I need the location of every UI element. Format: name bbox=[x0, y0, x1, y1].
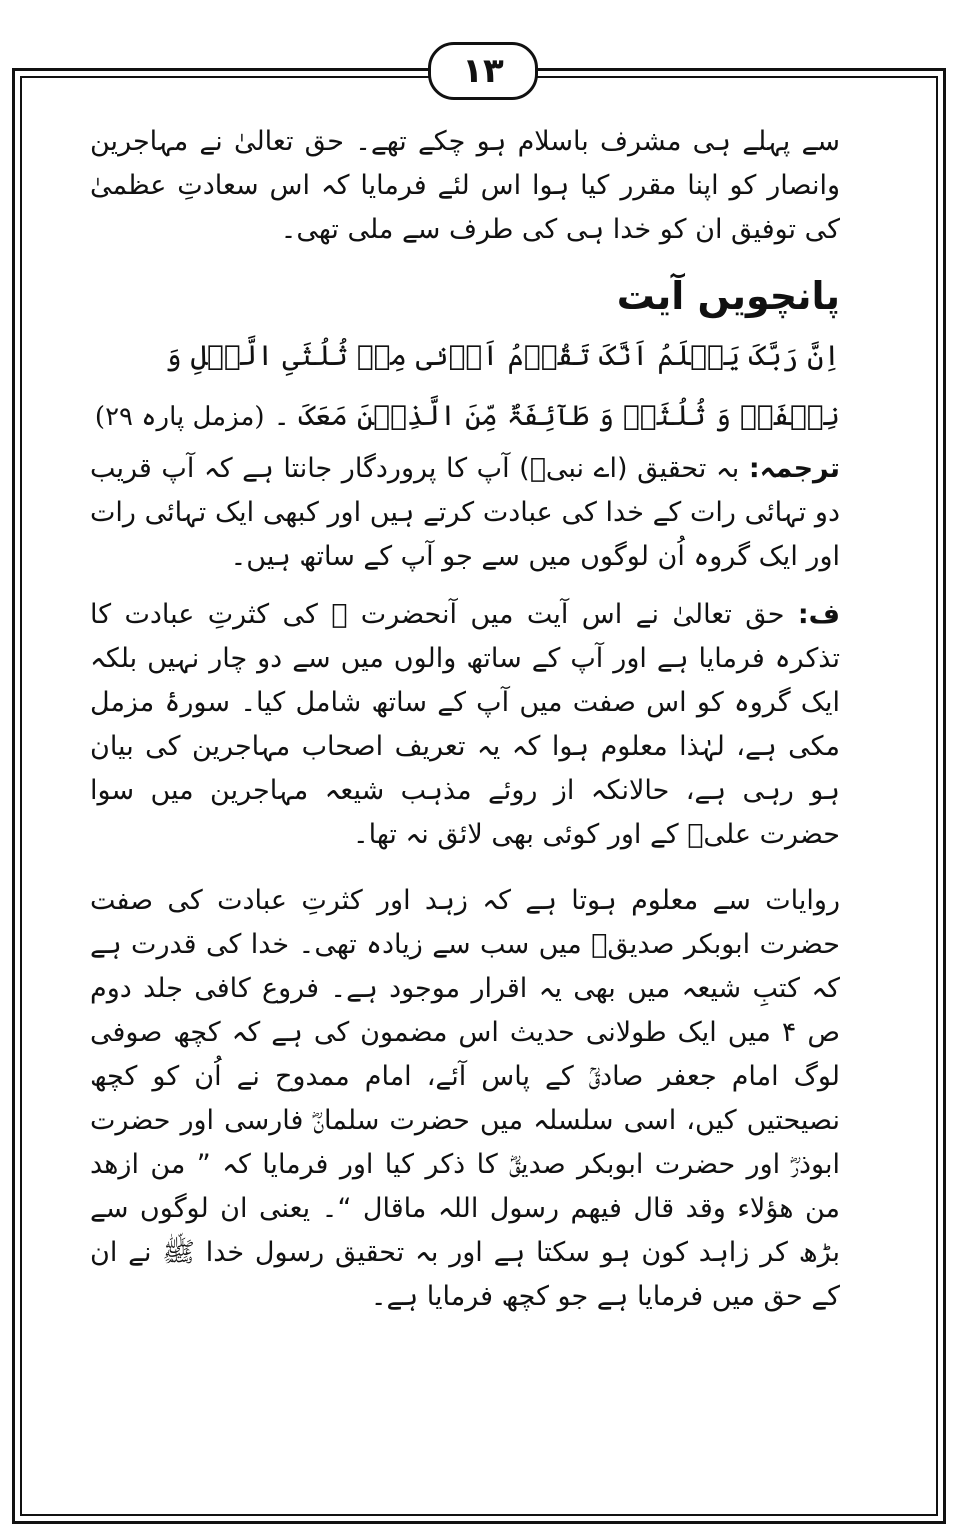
translation-label: ترجمہ: bbox=[748, 453, 840, 484]
translation-paragraph bbox=[90, 447, 840, 579]
translation-text: بہ تحقیق (اے نبیؐ) آپ کا پروردگار جانتا ہے کہ آپ قریب دو تہائی رات کے خدا کی عبادت کرتے ہیں اور کبھی ایک تہائی رات اور ایک گروہ اُن لوگوں میں سے جو آپ کے ساتھ ہیں۔ bbox=[90, 453, 840, 572]
narration-paragraph: روایات سے معلوم ہوتا ہے کہ زہد اور کثرتِ عبادت کی صفت حضرت ابوبکر صدیقؓ میں سب سے زیادہ تھی۔ خدا کی قدرت ہے کہ کتبِ شیعہ میں بھی یہ اقرار موجود ہے۔ فروع کافی جلد دوم ص ۴ میں ایک طولانی حدیث اس مضمون کی ہے کہ کچھ صوفی لوگ امام جعفر صادقؒ کے پاس آئے، امام ممدوح نے اُن کو کچھ نصیحتیں کیں، اسی سلسلہ میں حضرت سلمانؓ فارسی اور حضرت ابوذرؓ اور حضرت ابوبکر صدیقؓ کا ذکر کیا اور فرمایا کہ ” من ازھد من ھؤلاء وقد قال فیھم رسول اللہ ماقال “۔ یعنی ان لوگوں سے بڑھ کر زاہد کون ہو سکتا ہے اور بہ تحقیق رسول خدا ﷺ نے ان کے حق میں فرمایا ہے جو کچھ فرمایا ہے۔ bbox=[90, 885, 840, 1312]
commentary-label: ف: bbox=[797, 599, 840, 630]
page-content bbox=[90, 120, 840, 1319]
verse-reference: (مزمل پارہ ۲۹) bbox=[94, 402, 265, 432]
verse-text: اِنَّ رَبَّکَ یَعۡلَمُ اَنَّکَ تَقُوۡمُ اَدۡنٰی مِنۡ ثُلُثَیِ الَّیۡلِ وَ نِصۡفَہٗ وَ ثُلُثَہٗ وَ طَآئِفَۃٌ مِّنَ الَّذِیۡنَ مَعَکَ ۔ bbox=[165, 339, 840, 432]
section-heading: پانچویں آیت bbox=[616, 274, 840, 318]
quran-verse bbox=[90, 326, 840, 447]
commentary-text: حق تعالیٰ نے اس آیت میں آنحضرت ﷺ کی کثرتِ عبادت کا تذکرہ فرمایا ہے اور آپ کے ساتھ والوں میں سے دو چار نہیں بلکہ ایک گروہ کو اس صفت میں آپ کے ساتھ شامل کیا۔ سورۂ مزمل مکی ہے، لہٰذا معلوم ہوا کہ یہ تعریف اصحاب مہاجرین کی بیان ہو رہی ہے، حالانکہ از روئے مذہب شیعہ مہاجرین میں سوا حضرت علیؓ کے اور کوئی بھی لائق نہ تھا۔ bbox=[90, 599, 840, 850]
commentary-paragraph bbox=[90, 593, 840, 857]
intro-paragraph: سے پہلے ہی مشرف باسلام ہو چکے تھے۔ حق تعالیٰ نے مہاجرین وانصار کو اپنا مقرر کیا ہوا اس لئے فرمایا کہ اس سعادتِ عظمیٰ کی توفیق ان کو خدا ہی کی طرف سے ملی تھی۔ bbox=[90, 126, 840, 245]
page-number: ۱۳ bbox=[428, 42, 538, 100]
